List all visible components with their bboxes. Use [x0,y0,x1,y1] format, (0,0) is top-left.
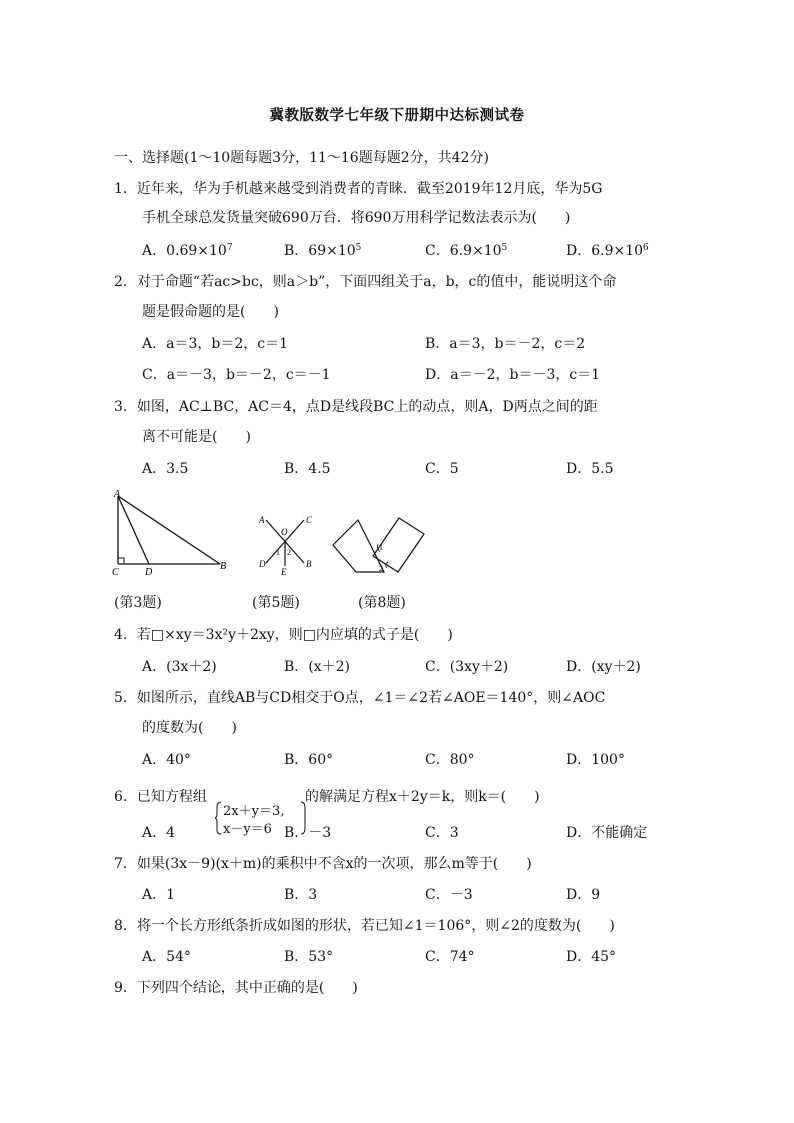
q7-option-c: C．－3 [425,887,473,903]
q2-option-c: C．a＝－3，b＝－2，c＝－1 [142,367,331,383]
q4-option-a: A．(3x＋2) [142,659,217,675]
fig3-label-d: D [145,567,153,578]
q1-option-a: A．$0.69\times 10^7$ [142,243,233,259]
q8-option-a: A．54° [142,949,191,965]
q3-option-d: D．5.5 [566,461,614,477]
section-heading: 一、选择题(1～10题每题3分，11～16题每题2分，共42分) [114,150,489,166]
question-3-line-1: 3．如图，AC⊥BC，AC＝4，点D是线段BC上的动点，则A，D两点之间的距 [114,399,598,415]
fig5-label-2: 2 [287,548,291,557]
q6-option-c: C．3 [425,825,459,841]
question-1-line-1: 1．近年来，华为手机越来越受到消费者的青睐．截至2019年12月底，华为5G [114,181,603,197]
question-5-line-1: 5．如图所示，直线AB与CD相交于O点，∠1＝∠2若∠AOE＝140°，则∠AOC [114,690,606,706]
figure-5-intersecting-lines [252,508,322,580]
fig5-label-a: A [259,515,265,525]
figure-3-caption: (第3题) [114,595,162,611]
q8-option-c: C．74° [425,949,475,965]
question-6-suffix: 的解满足方程x＋2y＝k，则k＝( ) [305,789,540,805]
figure-5-caption: (第5题) [252,595,300,611]
q5-option-d: D．100° [566,752,625,768]
fig5-label-o: O [281,527,288,537]
q5-option-b: B．60° [284,752,334,768]
question-4-line-1: 4．若□×xy＝3x²y＋2xy，则□内应填的式子是( ) [114,627,453,643]
page-title: 冀教版数学七年级下册期中达标测试卷 [269,107,525,124]
question-5-line-2: 的度数为( ) [142,720,237,736]
fig3-label-a: A [114,489,121,500]
fig8-label-1: 1 [379,543,383,552]
q4-option-d: D．(xy＋2) [566,659,641,675]
question-1-line-2: 手机全球总发货量突破690万台．将690万用科学记数法表示为( ) [142,210,571,226]
system-equation-1: 2x＋y＝3, [223,804,285,819]
q2-option-a: A．a＝3，b＝2，c＝1 [142,336,288,352]
fig5-label-b: B [306,559,312,569]
fig5-label-d: D [259,559,266,569]
q7-option-d: D．9 [566,887,601,903]
figure-3-right-triangle [108,487,233,579]
fig3-label-c: C [112,567,119,578]
q4-option-c: C．(3xy＋2) [425,659,509,675]
question-3-line-2: 离不可能是( ) [142,429,251,445]
q5-option-c: C．80° [425,752,475,768]
question-9-line-1: 9．下列四个结论，其中正确的是( ) [114,980,358,996]
q1-option-c: C．$6.9\times 10^5$ [425,243,508,259]
q3-option-a: A．3.5 [142,461,189,477]
question-7-line-1: 7．如果(3x－9)(x＋m)的乘积中不含x的一次项，那么m等于( ) [114,856,532,872]
fig5-label-e: E [281,567,287,577]
q2-option-d: D．a＝－2，b＝－3，c＝1 [425,367,601,383]
figure-8-folded-strip [326,510,436,580]
fig8-label-2: 2 [379,564,383,573]
q3-option-c: C．5 [425,461,459,477]
fig5-label-c: C [306,515,313,525]
q5-option-a: A．40° [142,752,191,768]
fig3-label-b: B [220,561,227,572]
question-6-prefix: 6．已知方程组 [114,789,207,805]
figure-8-caption: (第8题) [358,595,406,611]
q7-option-b: B．3 [284,887,318,903]
q8-option-d: D．45° [566,949,617,965]
question-2-line-2: 题是假命题的是( ) [142,304,279,320]
question-8-line-1: 8．将一个长方形纸条折成如图的形状，若已知∠1＝106°，则∠2的度数为( ) [114,918,615,934]
system-equation-2: x－y＝6 [223,822,272,837]
q6-option-a: A．4 [142,825,176,841]
q6-option-d: D．不能确定 [566,825,648,841]
question-2-line-1: 2．对于命题“若ac>bc，则a＞b”，下面四组关于a，b，c的值中，能说明这个命 [114,274,617,290]
q3-option-b: B．4.5 [284,461,331,477]
q6-option-b: B．－3 [284,825,332,841]
q1-option-d: D．$6.9\times 10^6$ [566,243,649,259]
fig5-label-1: 1 [276,548,280,557]
q8-option-b: B．53° [284,949,334,965]
q1-option-b: B．$69\times 10^5$ [284,243,362,259]
q2-option-b: B．a＝3，b＝－2，c＝2 [425,336,586,352]
q7-option-a: A．1 [142,887,176,903]
q4-option-b: B．(x＋2) [284,659,351,675]
